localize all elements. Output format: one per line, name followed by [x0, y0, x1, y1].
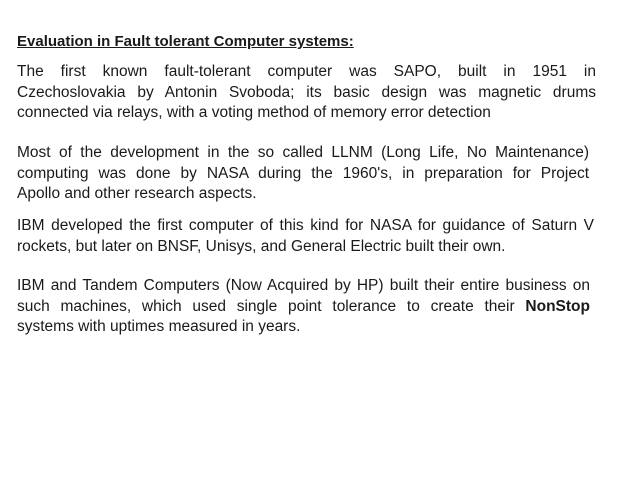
- paragraph-ibm-nasa: [17, 216, 594, 257]
- paragraph-tandem: [17, 276, 590, 338]
- paragraph-line-with-bold: [17, 297, 590, 318]
- slide-heading: Evaluation in Fault tolerant Computer systems:: [17, 33, 354, 50]
- paragraph-line: rockets, but later on BNSF, Unisys, and General Electric built their own.: [17, 237, 506, 255]
- paragraph-line: systems with uptimes measured in years.: [17, 318, 301, 335]
- paragraph-sapo: [17, 62, 596, 124]
- paragraph-line: Most of the development in the so called LLNM (Long Life, No Maintenance): [17, 144, 589, 161]
- paragraph-line: Apollo and other research aspects.: [17, 185, 257, 202]
- paragraph-line: computing was done by NASA during the 1960's, in preparation for Project: [17, 164, 589, 182]
- paragraph-line-text: such machines, which used single point tolerance to create their: [17, 297, 515, 315]
- paragraph-line: IBM and Tandem Computers (Now Acquired by HP) built their entire business on: [17, 277, 590, 294]
- paragraph-llnm: [17, 143, 589, 205]
- paragraph-line: connected via relays, with a voting method of memory error detection: [17, 104, 491, 121]
- paragraph-line: Czechoslovakia by Antonin Svoboda; its basic design was magnetic drums: [17, 83, 596, 101]
- nonstop-term: NonStop: [525, 297, 590, 315]
- paragraph-line: IBM developed the first computer of this kind for NASA for guidance of Saturn V: [17, 217, 594, 234]
- paragraph-line: The first known fault-tolerant computer was SAPO, built in 1951 in: [17, 63, 596, 80]
